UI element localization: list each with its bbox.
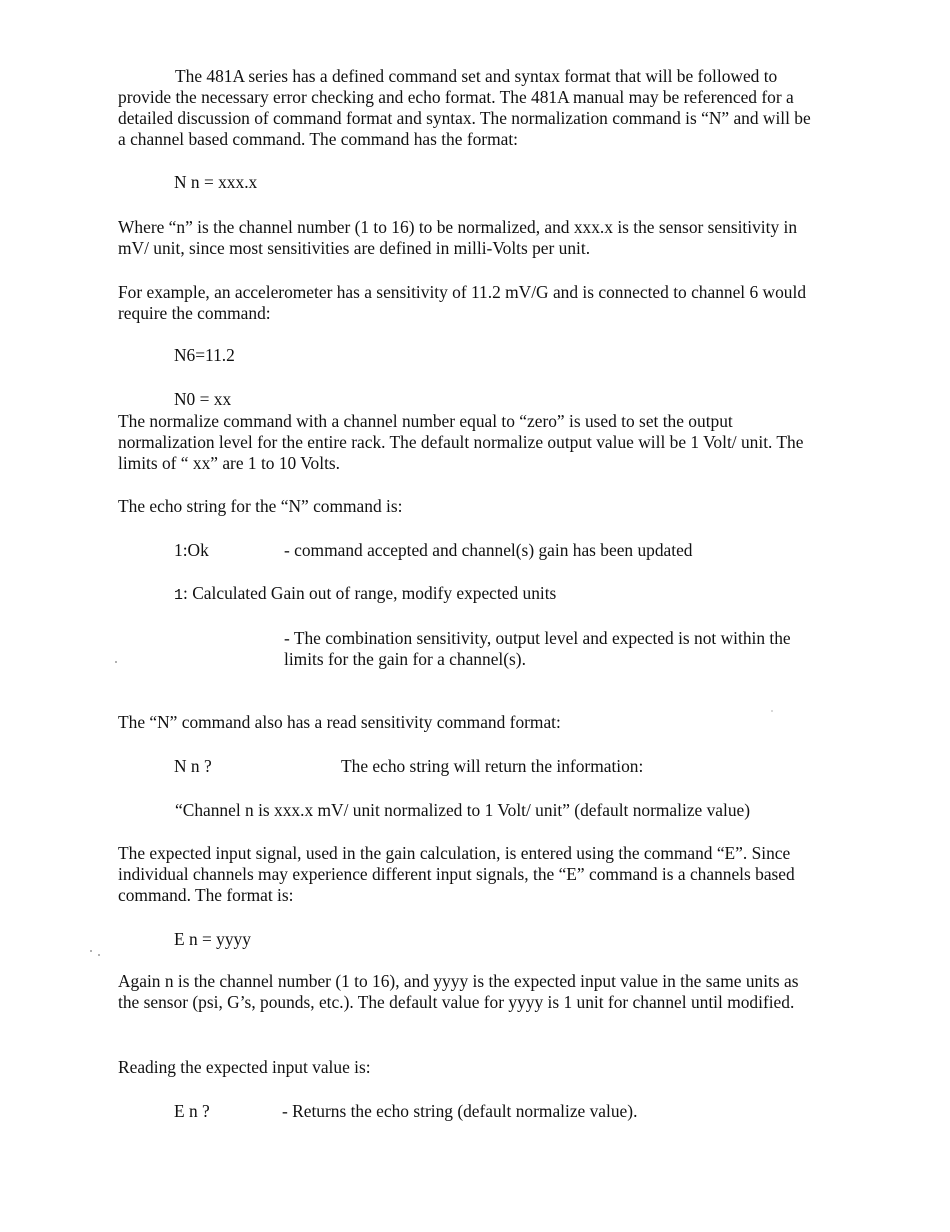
read-sensitivity-paragraph: The “N” command also has a read sensitivity command format: (118, 712, 561, 732)
scan-speck (771, 710, 773, 712)
e-read-command: E n ? (174, 1101, 210, 1121)
scan-speck (90, 950, 92, 952)
echo-string-paragraph: The echo string for the “N” command is: (118, 496, 403, 516)
reading-expected-paragraph: Reading the expected input value is: (118, 1057, 371, 1077)
echo-range-line (174, 583, 556, 606)
echo-range-code: 1 (174, 587, 184, 604)
example-paragraph: For example, an accelerometer has a sensitivity of 11.2 mV/G and is connected to channel 6 would require the command: (118, 282, 807, 323)
n6-example-command: N6=11.2 (174, 345, 235, 365)
channel-description-paragraph: Where “n” is the channel number (1 to 16) to be normalized, and xxx.x is the sensor sensitivity in mV/ unit, since most sensitivities are defined in milli-Volts per unit. (118, 217, 798, 258)
normalize-zero-paragraph: The normalize command with a channel number equal to “zero” is used to set the output normalization level for the entire rack. The default normalize output value will be 1 Volt/ unit. The limits of “ xx” are 1 to 10 Volts. (118, 411, 804, 473)
n-read-echo-string: “Channel n is xxx.x mV/ unit normalized to 1 Volt/ unit” (default normalize value) (175, 800, 751, 820)
echo-ok-description: - command accepted and channel(s) gain has been updated (284, 540, 693, 560)
n0-command-format: N0 = xx (174, 389, 232, 409)
n-command-format: N n = xxx.x (174, 172, 258, 192)
echo-range-description: - The combination sensitivity, output level and expected is not within the limits for the gain for a channel(s). (284, 628, 791, 669)
scan-speck (98, 954, 100, 956)
intro-paragraph: The 481A series has a defined command set and syntax format that will be followed to provide the necessary error checking and echo format. The 481A manual may be referenced for a detailed discussion of command format and syntax. The normalization command is “N” and will be a channel based command. The command has the format: (118, 66, 811, 149)
n-read-description: The echo string will return the information: (341, 756, 644, 776)
n-read-command: N n ? (174, 756, 212, 776)
scan-speck (115, 661, 117, 663)
echo-range-text: : Calculated Gain out of range, modify expected units (183, 583, 557, 603)
e-read-description: - Returns the echo string (default normalize value). (282, 1101, 638, 1121)
e-command-format: E n = yyyy (174, 929, 251, 949)
expected-input-paragraph: The expected input signal, used in the gain calculation, is entered using the command “E”. Since individual channels may experience different input signals, the “E” command is a channels based command. The format is: (118, 843, 795, 905)
expected-value-paragraph: Again n is the channel number (1 to 16), and yyyy is the expected input value in the same units as the sensor (psi, G’s, pounds, etc.). The default value for yyyy is 1 unit for channel until modified. (118, 971, 799, 1012)
echo-ok-code: 1:Ok (174, 540, 209, 560)
